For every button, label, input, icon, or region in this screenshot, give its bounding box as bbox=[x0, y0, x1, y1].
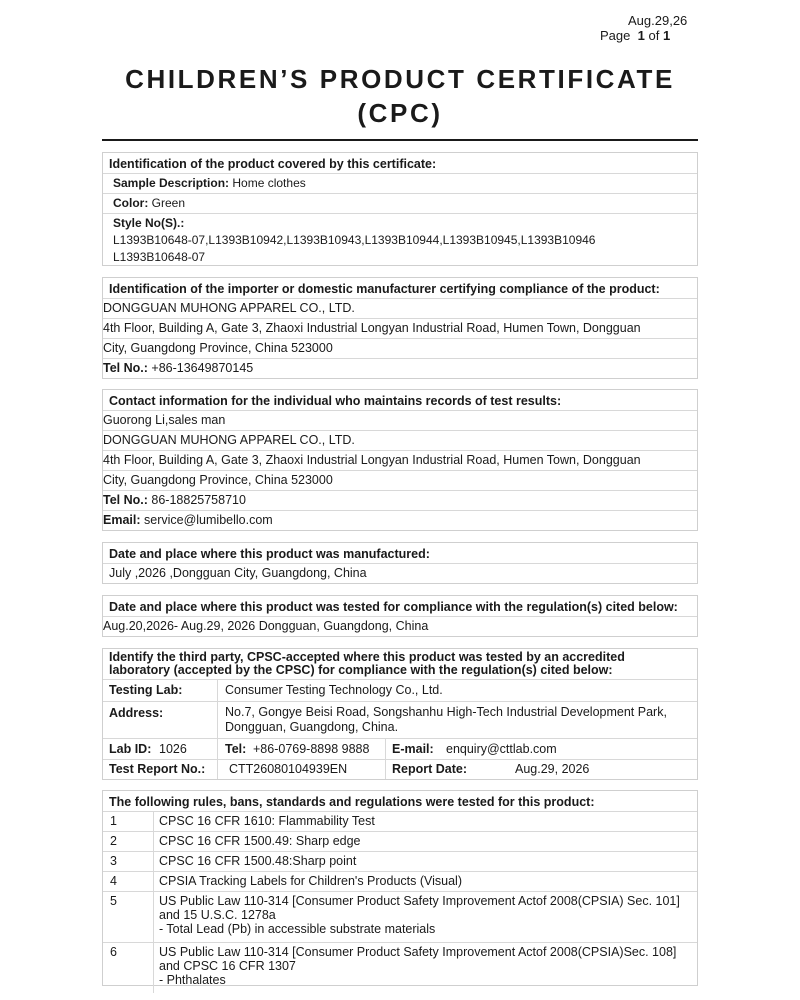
rules-heading: The following rules, bans, standards and regulations were tested for this product: bbox=[109, 795, 595, 809]
rule-text bbox=[159, 874, 694, 888]
manufactured-heading: Date and place where this product was manufactured: bbox=[109, 547, 430, 561]
rule-number: 2 bbox=[110, 834, 117, 848]
rule-text bbox=[159, 854, 694, 868]
rule-number: 6 bbox=[110, 945, 117, 959]
rule-text bbox=[159, 814, 694, 828]
rule-text bbox=[159, 894, 694, 936]
contact-address-line-2: City, Guangdong Province, China 523000 bbox=[103, 470, 697, 490]
lab-id-row: Lab ID: 1026 Tel: +86-0769-8898 9888 E-mail: enquiry@cttlab.com bbox=[103, 738, 697, 759]
rule-text-line: and 15 U.S.C. 1278a bbox=[159, 908, 276, 922]
testing-lab-row: Testing Lab: Consumer Testing Technology Co., Ltd. bbox=[103, 679, 697, 701]
contact-email: service@lumibello.com bbox=[144, 513, 273, 527]
contact-person: Guorong Li,sales man bbox=[103, 410, 697, 430]
importer-address-line-1: 4th Floor, Building A, Gate 3, Zhaoxi Industrial Longyan Industrial Road, Humen Town, Dongguan bbox=[103, 318, 697, 338]
rule-row bbox=[103, 942, 697, 993]
test-report-row: Test Report No.: CTT26080104939EN Report Date: Aug.29, 2026 bbox=[103, 759, 697, 779]
rule-text-line: US Public Law 110-314 [Consumer Product Safety Improvement Actof 2008(CPSIA) Sec. 101] bbox=[159, 894, 680, 908]
testing-lab-name: Consumer Testing Technology Co., Ltd. bbox=[225, 683, 443, 697]
tested-value: Aug.20,2026- Aug.29, 2026 Dongguan, Guangdong, China bbox=[103, 616, 697, 636]
lab-tel: +86-0769-8898 9888 bbox=[253, 742, 370, 756]
contact-email-row: Email: service@lumibello.com bbox=[103, 510, 697, 530]
lab-email: enquiry@cttlab.com bbox=[446, 742, 557, 756]
rule-text-line: CPSIA Tracking Labels for Children's Products (Visual) bbox=[159, 874, 462, 888]
rule-text-line: US Public Law 110-314 [Consumer Product Safety Improvement Actof 2008(CPSIA)Sec. 108] bbox=[159, 945, 677, 959]
style-number-line-1: L1393B10648-07,L1393B10942,L1393B10943,L1393B10944,L1393B10945,L1393B10946 bbox=[113, 233, 596, 247]
importer-address-line-2: City, Guangdong Province, China 523000 bbox=[103, 338, 697, 358]
title-divider bbox=[102, 139, 698, 141]
page-header-meta bbox=[600, 13, 740, 43]
laboratory-section bbox=[102, 648, 698, 780]
importer-company: DONGGUAN MUHONG APPAREL CO., LTD. bbox=[103, 298, 697, 318]
rule-text-line: CPSC 16 CFR 1500.49: Sharp edge bbox=[159, 834, 361, 848]
test-report-number: CTT26080104939EN bbox=[229, 762, 348, 776]
contact-section bbox=[102, 389, 698, 531]
page-number: Page 1 of 1 bbox=[600, 28, 671, 43]
contact-section-heading: Contact information for the individual who maintains records of test results: bbox=[109, 394, 562, 408]
rule-row bbox=[103, 891, 697, 942]
manufactured-section bbox=[102, 542, 698, 584]
style-number-line-2: L1393B10648-07 bbox=[113, 250, 206, 264]
tested-heading: Date and place where this product was tested for compliance with the regulation(s) cited below: bbox=[109, 600, 678, 614]
rule-text-line: CPSC 16 CFR 1500.48:Sharp point bbox=[159, 854, 357, 868]
rule-number: 3 bbox=[110, 854, 117, 868]
lab-id: 1026 bbox=[159, 742, 187, 756]
rule-row bbox=[103, 831, 697, 851]
color-row: Color: Green bbox=[103, 193, 697, 213]
contact-tel-row: Tel No.: 86-18825758710 bbox=[103, 490, 697, 510]
rule-text bbox=[159, 945, 694, 987]
manufactured-value: July ,2026 ,Dongguan City, Guangdong, China bbox=[103, 563, 697, 583]
contact-address-line-1: 4th Floor, Building A, Gate 3, Zhaoxi Industrial Longyan Industrial Road, Humen Town, Dongguan bbox=[103, 450, 697, 470]
rule-number: 5 bbox=[110, 894, 117, 908]
rule-row bbox=[103, 851, 697, 871]
rules-list bbox=[103, 811, 697, 993]
lab-address: No.7, Gongye Beisi Road, Songshanhu High-Tech Industrial Development Park, Dongguan, Guangdong, China. bbox=[225, 705, 667, 734]
rule-text-line: CPSC 16 CFR 1610: Flammability Test bbox=[159, 814, 375, 828]
importer-section bbox=[102, 277, 698, 379]
contact-company: DONGGUAN MUHONG APPAREL CO., LTD. bbox=[103, 430, 697, 450]
lab-address-row: Address: No.7, Gongye Beisi Road, Songshanhu High-Tech Industrial Development Park, Dongguan, Guangdong, China. bbox=[103, 701, 697, 738]
rule-text-line: and CPSC 16 CFR 1307 bbox=[159, 959, 296, 973]
tested-section bbox=[102, 595, 698, 637]
report-date: Aug.29, 2026 bbox=[515, 762, 590, 776]
rules-section bbox=[102, 790, 698, 986]
title-line-1: CHILDREN’S PRODUCT CERTIFICATE bbox=[125, 64, 675, 94]
product-identification-section bbox=[102, 152, 698, 266]
product-section-heading: Identification of the product covered by this certificate: bbox=[109, 157, 437, 171]
rule-number: 4 bbox=[110, 874, 117, 888]
rule-row bbox=[103, 871, 697, 891]
sample-description-row: Sample Description: Home clothes bbox=[103, 173, 697, 193]
rule-text-line: - Phthalates bbox=[159, 973, 226, 987]
importer-tel-row: Tel No.: +86-13649870145 bbox=[103, 358, 697, 378]
rule-row bbox=[103, 811, 697, 831]
rule-number: 1 bbox=[110, 814, 117, 828]
document-title bbox=[0, 62, 800, 130]
rule-text bbox=[159, 834, 694, 848]
style-number-row: Style No(S).: L1393B10648-07,L1393B10942,L1393B10943,L1393B10944,L1393B10945,L1393B10946 L1393B10648-07 bbox=[103, 213, 697, 265]
importer-section-heading: Identification of the importer or domestic manufacturer certifying compliance of the product: bbox=[109, 282, 660, 296]
rule-text-line: - Total Lead (Pb) in accessible substrate materials bbox=[159, 922, 436, 936]
issue-date: Aug.29,26 bbox=[628, 13, 688, 28]
title-line-2: (CPC) bbox=[357, 98, 443, 128]
laboratory-heading: Identify the third party, CPSC-accepted where this product was tested by an accredited laboratory (accepted by the CPSC) for compliance with the regulation(s) cited below: bbox=[109, 650, 625, 677]
